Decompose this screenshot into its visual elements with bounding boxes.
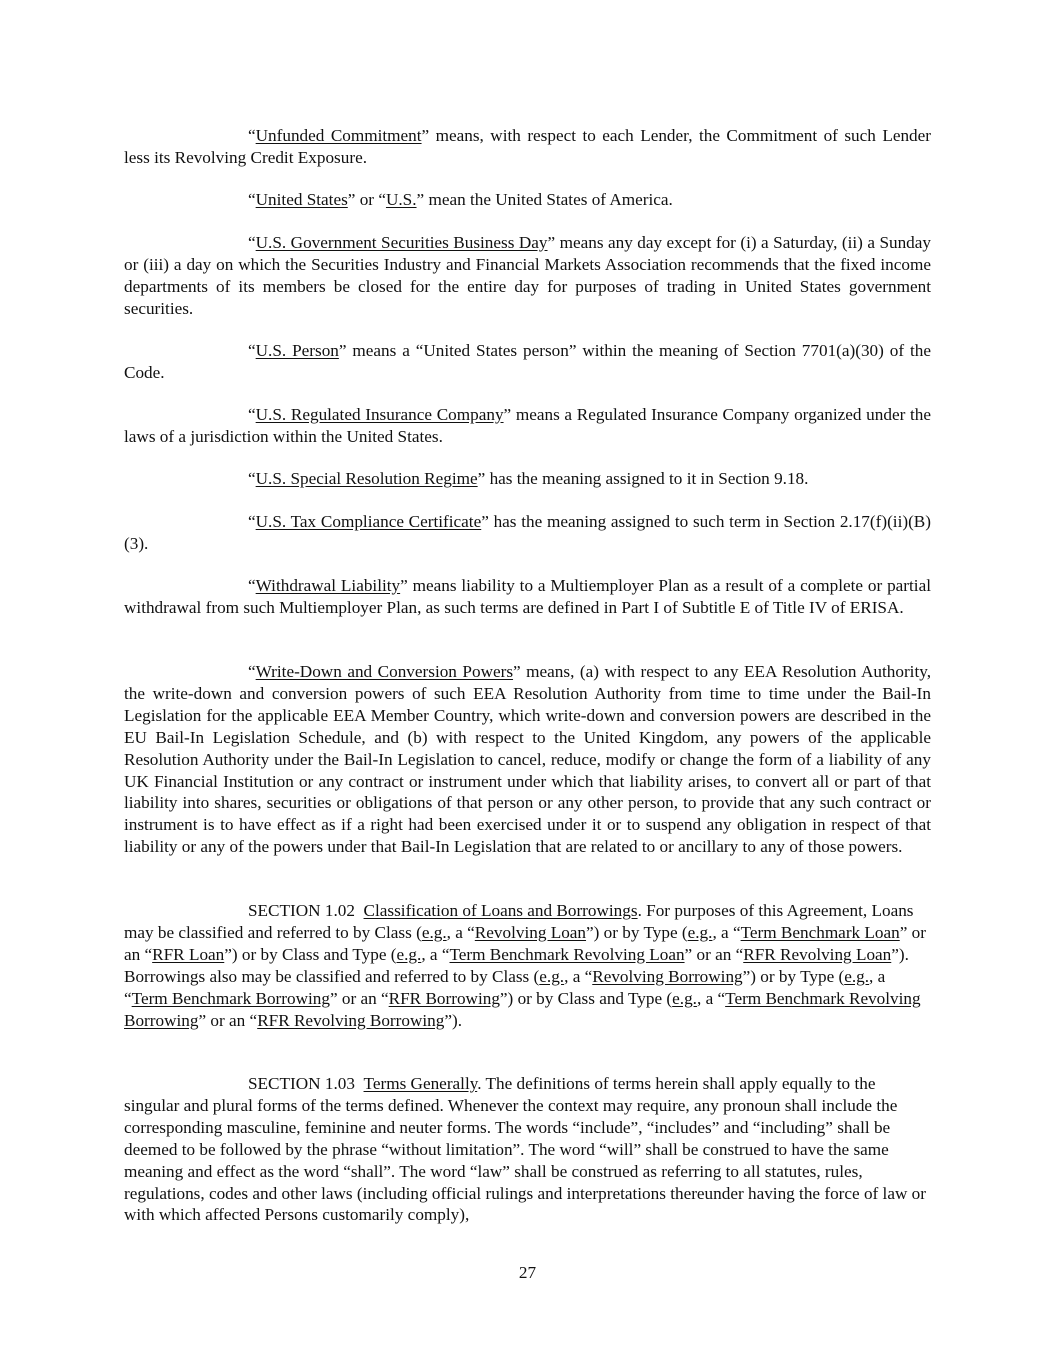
defined-term: Withdrawal Liability: [255, 576, 401, 595]
definition-write-down-and-conversion-powers: “Write-Down and Conversion Powers” means, (a) with respect to any EEA Resolution Authority, the write-down and conversion powers of such EEA Resolution Authority from time to time under the Bail-In Legislation for the applicable EEA Member Country, which write-down and conversion powers are described in the EU Bail-In Legislation Schedule, and (b) with respect to the United Kingdom, any powers of the applicable Resolution Authority under the Bail-In Legislation to cancel, reduce, modify or change the form of a liability of any UK Financial Institution or any contract or instrument under which that liability arises, to convert all or part of that liability into shares, securities or obligations of that person or any other person, to provide that any such contract or instrument is to have effect as if a right had been exercised under it or to suspend any obligation in respect of that liability or any of the powers under that Bail-In Legislation that are related to or ancillary to any of those powers.: [124, 662, 931, 857]
section-1-03: SECTION 1.03 Terms Generally. The definitions of terms herein shall apply equally to the singular and plural forms of the terms defined. Whenever the context may require, any pronoun shall include the corresponding masculine, feminine and neuter forms. The words “include”, “includes” and “including” shall be deemed to be followed by the phrase “without limitation”. The word “will” shall be construed to have the same meaning and effect as the word “shall”. The word “law” shall be construed as referring to all statutes, rules, regulations, codes and other laws (including official rulings and interpretations thereunder having the force of law or with which affected Persons customarily comply),: [124, 1074, 926, 1225]
definition-us-regulated-insurance-company: “U.S. Regulated Insurance Company” means a Regulated Insurance Company organized under the laws of a jurisdiction within the United States.: [124, 405, 931, 446]
defined-term: U.S. Tax Compliance Certificate: [255, 512, 482, 531]
definition-us-special-resolution-regime: “U.S. Special Resolution Regime” has the meaning assigned to it in Section 9.18.: [248, 469, 809, 488]
defined-term: Write-Down and Conversion Powers: [255, 662, 514, 681]
defined-term: Unfunded Commitment: [255, 126, 422, 145]
defined-term: U.S. Regulated Insurance Company: [255, 405, 504, 424]
definition-united-states: “United States” or “U.S.” mean the United States of America.: [248, 190, 673, 209]
section-heading: Classification of Loans and Borrowings: [363, 901, 638, 920]
section-1-02: SECTION 1.02 Classification of Loans and Borrowings. For purposes of this Agreement, Loans may be classified and referred to by Class (e.g., a “Revolving Loan”) or by Type (e.g., a “Term Benchmark Loan” or an “RFR Loan”) or by Class and Type (e.g., a “Term Benchmark Revolving Loan” or an “RFR Revolving Loan”). Borrowings also may be classified and referred to by Class (e.g., a “Revolving Borrowing”) or by Type (e.g., a “Term Benchmark Borrowing” or an “RFR Borrowing”) or by Class and Type (e.g., a “Term Benchmark Revolving Borrowing” or an “RFR Revolving Borrowing”).: [124, 901, 926, 1030]
defined-term: U.S.: [385, 190, 417, 209]
defined-term: United States: [255, 190, 348, 209]
defined-term: U.S. Special Resolution Regime: [255, 469, 478, 488]
definition-us-tax-compliance-certificate: “U.S. Tax Compliance Certificate” has the meaning assigned to such term in Section 2.17(f)(ii)(B)(3).: [124, 512, 931, 553]
definition-withdrawal-liability: “Withdrawal Liability” means liability to a Multiemployer Plan as a result of a complete or partial withdrawal from such Multiemployer Plan, as such terms are defined in Part I of Subtitle E of Title IV of ERISA.: [124, 576, 931, 617]
definition-unfunded-commitment: “Unfunded Commitment” means, with respect to each Lender, the Commitment of such Lender less its Revolving Credit Exposure.: [124, 126, 931, 167]
definition-us-government-securities-business-day: “U.S. Government Securities Business Day” means any day except for (i) a Saturday, (ii) a Sunday or (iii) a day on which the Securities Industry and Financial Markets Association recommends that the fixed income departments of its members be closed for the entire day for purposes of trading in United States government securities.: [124, 233, 932, 318]
section-label: SECTION 1.03: [248, 1074, 355, 1093]
page-number: 27: [518, 1263, 537, 1282]
section-label: SECTION 1.02: [248, 901, 355, 920]
definition-us-person: “U.S. Person” means a “United States person” within the meaning of Section 7701(a)(30) of the Code.: [124, 341, 931, 382]
defined-term: U.S. Person: [255, 341, 339, 360]
section-heading: Terms Generally: [363, 1074, 478, 1093]
defined-term: U.S. Government Securities Business Day: [255, 233, 548, 252]
